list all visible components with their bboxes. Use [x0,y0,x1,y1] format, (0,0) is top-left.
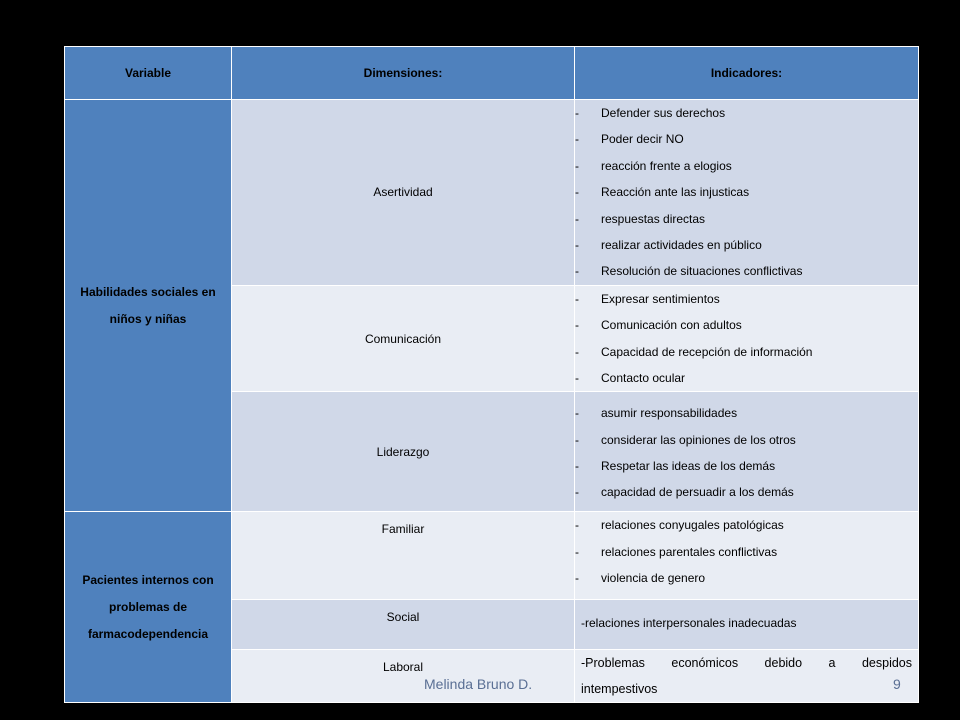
indicators-cell [575,392,919,512]
bullet-dash: - [575,432,579,447]
indicator-text: -relaciones interpersonales inadecuadas [581,616,797,631]
indicator-item [575,232,918,258]
bullet-dash: - [575,237,579,252]
indicator-item [575,339,918,365]
indicators-cell [575,512,919,600]
table-row [65,100,919,286]
bullet-dash: - [575,291,579,306]
bullet-dash: - [575,211,579,226]
bullet-dash: - [575,264,579,279]
indicator-text: violencia de genero [601,571,706,586]
indicator-text: relaciones parentales conflictivas [601,544,778,559]
indicator-paragraph [581,650,912,702]
bullet-dash: - [575,185,579,200]
bullet-dash: - [575,132,579,147]
indicator-text: respuestas directas [601,211,706,226]
indicator-item [575,179,918,205]
dimension-cell: Familiar [232,512,575,600]
indicator-item [575,258,918,284]
header-dimensiones: Dimensiones: [232,47,575,100]
indicator-item [575,512,918,538]
bullet-dash: - [575,485,579,500]
indicator-text: Poder decir NO [601,132,684,147]
indicator-line: intempestivos [581,682,658,697]
indicator-item [575,312,918,338]
indicator-item [575,479,918,505]
indicator-line: -Problemas económicos debido a despidos [581,656,912,671]
indicators-cell [575,650,919,703]
bullet-dash: - [575,518,579,533]
variable-cell: Habilidades sociales en niños y niñas [65,100,232,512]
dimension-cell: Asertividad [232,100,575,286]
indicators-cell [575,285,919,392]
indicator-list [575,286,918,392]
dimension-cell: Comunicación [232,285,575,392]
indicator-text: Capacidad de recepción de información [601,344,813,359]
indicator-item [575,365,918,391]
indicator-item [575,286,918,312]
indicator-text: Comunicación con adultos [601,318,742,333]
bullet-dash: - [575,544,579,559]
page-number: 9 [893,676,901,692]
bullet-dash: - [575,370,579,385]
indicator-item [575,126,918,152]
dimension-cell: Liderazgo [232,392,575,512]
indicator-text: realizar actividades en público [601,237,762,252]
indicator-text: Expresar sentimientos [601,291,720,306]
indicator-item [575,153,918,179]
header-indicadores: Indicadores: [575,47,919,100]
indicator-item [575,453,918,479]
indicator-text: Respetar las ideas de los demás [601,459,776,474]
bullet-dash: - [575,459,579,474]
bullet-dash: - [575,406,579,421]
bullet-dash: - [575,571,579,586]
indicator-item [575,206,918,232]
indicator-item [575,565,918,591]
bullet-dash: - [575,318,579,333]
bullet-dash: - [575,106,579,120]
indicator-list [575,100,918,285]
indicator-text: reacción frente a elogios [601,158,732,173]
dimension-cell: Laboral [232,650,575,703]
indicator-item [575,539,918,565]
dimension-cell: Social [232,600,575,650]
indicator-text: Resolución de situaciones conflictivas [601,264,803,279]
indicator-text: relaciones conyugales patológicas [601,518,784,533]
bullet-dash: - [575,158,579,173]
header-variable: Variable [65,47,232,100]
indicator-text: Reacción ante las injusticas [601,185,750,200]
indicator-list [575,392,918,506]
indicator-item [575,100,918,126]
indicator-text: Contacto ocular [601,370,686,385]
indicator-text: capacidad de persuadir a los demás [601,485,794,500]
indicators-table [64,46,919,703]
bullet-dash: - [575,344,579,359]
indicator-item [575,400,918,426]
indicators-cell [575,100,919,286]
table-header-row [65,47,919,100]
indicator-text: considerar las opiniones de los otros [601,432,796,447]
variable-cell: Pacientes internos con problemas de farmacodependencia [65,512,232,703]
footer-author: Melinda Bruno D. [424,676,533,692]
indicator-text: asumir responsabilidades [601,406,738,421]
indicator-list [575,512,918,591]
indicator-item [575,427,918,453]
indicators-cell [575,600,919,650]
indicator-text: Defender sus derechos [601,106,726,120]
table-row [65,512,919,600]
